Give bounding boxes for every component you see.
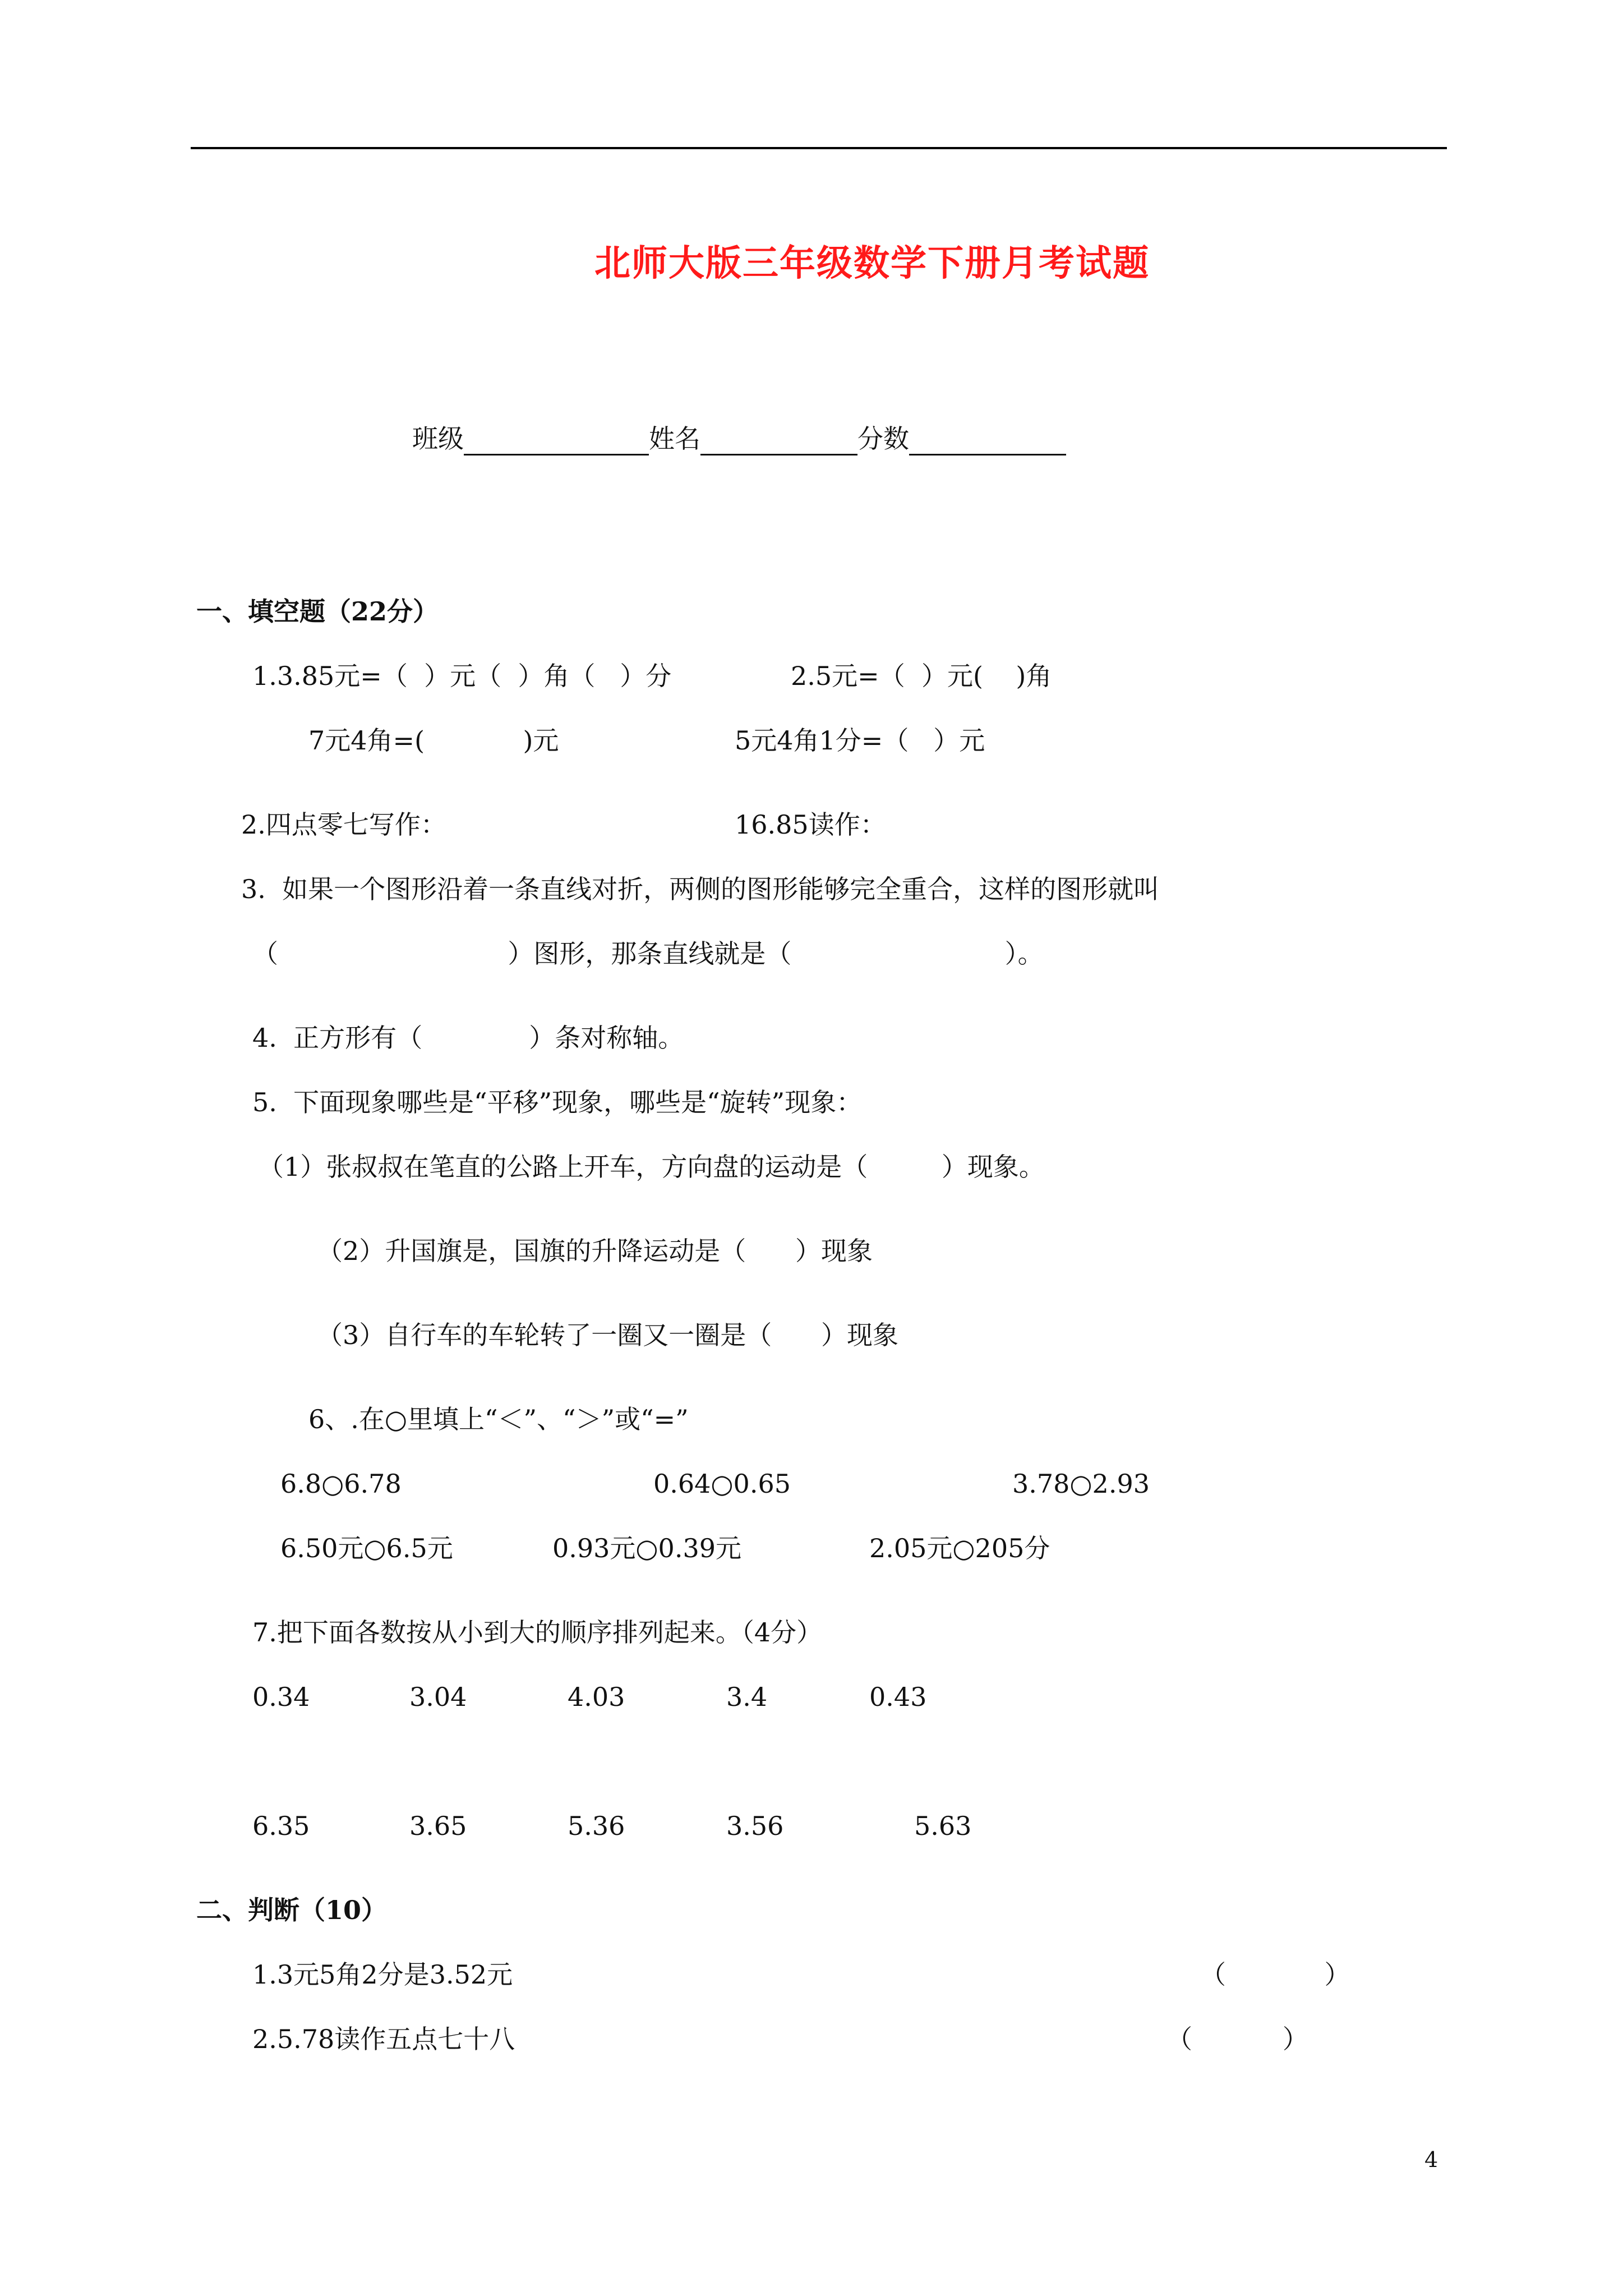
q2-a: 2.四点零七写作： [241,809,446,840]
section1-heading: 一、填空题（22分） [196,596,439,627]
q1-line2-b: 5元4角1分=（ ）元 [735,725,985,756]
q7-number: 5.63 [914,1811,972,1841]
class-label: 班级 [412,424,464,454]
q1-line1-a: 1.3.85元=（ ）元（ ）角（ ）分 [252,661,672,691]
q7: 7.把下面各数按从小到大的顺序排列起来。（4分） [252,1617,823,1648]
q5: 5. 下面现象哪些是“平移”现象，哪些是“旋转”现象： [252,1087,863,1117]
q7-number: 0.34 [252,1682,310,1712]
q7-number: 5.36 [568,1811,625,1841]
judge-2: 2.5.78读作五点七十八 [252,2024,515,2054]
score-label: 分数 [857,424,909,454]
section2-heading: 二、判断（10） [196,1895,388,1925]
q6: 6、.在○里填上“＜”、“＞”或“=” [308,1404,689,1434]
q7-number: 6.35 [252,1811,310,1841]
q2-b: 16.85读作： [735,809,886,840]
header-rule [191,147,1447,149]
score-blank[interactable] [909,426,1066,455]
q3-line2: （ ）图形，那条直线就是（ ）。 [252,938,1044,969]
q5-1: （1）张叔叔在笔直的公路上开车，方向盘的运动是（ ）现象。 [258,1152,1045,1182]
q1-line1-b: 2.5元=（ ）元( )角 [791,661,1052,691]
q7-number: 3.4 [726,1682,768,1712]
q6-item: 6.8○6.78 [280,1469,402,1499]
q6-item: 3.78○2.93 [1012,1469,1150,1499]
q7-number: 4.03 [568,1682,625,1712]
q5-2: （2）升国旗是，国旗的升降运动是（ ）现象 [317,1236,873,1266]
q6-item: 2.05元○205分 [869,1533,1050,1563]
q6-item: 0.64○0.65 [653,1469,791,1499]
q6-item: 0.93元○0.39元 [552,1533,741,1563]
name-label: 姓名 [649,424,700,454]
student-info-line [412,422,1066,455]
q7-number: 3.56 [726,1811,784,1841]
q7-number: 3.04 [409,1682,467,1712]
q5-3: （3）自行车的车轮转了一圈又一圈是（ ）现象 [317,1320,898,1350]
q7-number: 3.65 [409,1811,467,1841]
judge-2-answer[interactable]: （ ） [1166,2024,1308,2054]
q6-item: 6.50元○6.5元 [280,1533,453,1563]
exam-title: 北师大版三年级数学下册月考试题 [594,242,1150,284]
q1-line2-a: 7元4角=( )元 [308,725,559,756]
judge-1-answer[interactable]: （ ） [1200,1959,1350,1990]
judge-1: 1.3元5角2分是3.52元 [252,1959,513,1990]
q3-line1: 3. 如果一个图形沿着一条直线对折，两侧的图形能够完全重合，这样的图形就叫 [241,874,1160,904]
name-blank[interactable] [700,426,857,455]
class-blank[interactable] [464,426,649,455]
q7-number: 0.43 [869,1682,927,1712]
page-number: 4 [1424,2147,1438,2172]
q4: 4. 正方形有（ ）条对称轴。 [252,1023,684,1053]
